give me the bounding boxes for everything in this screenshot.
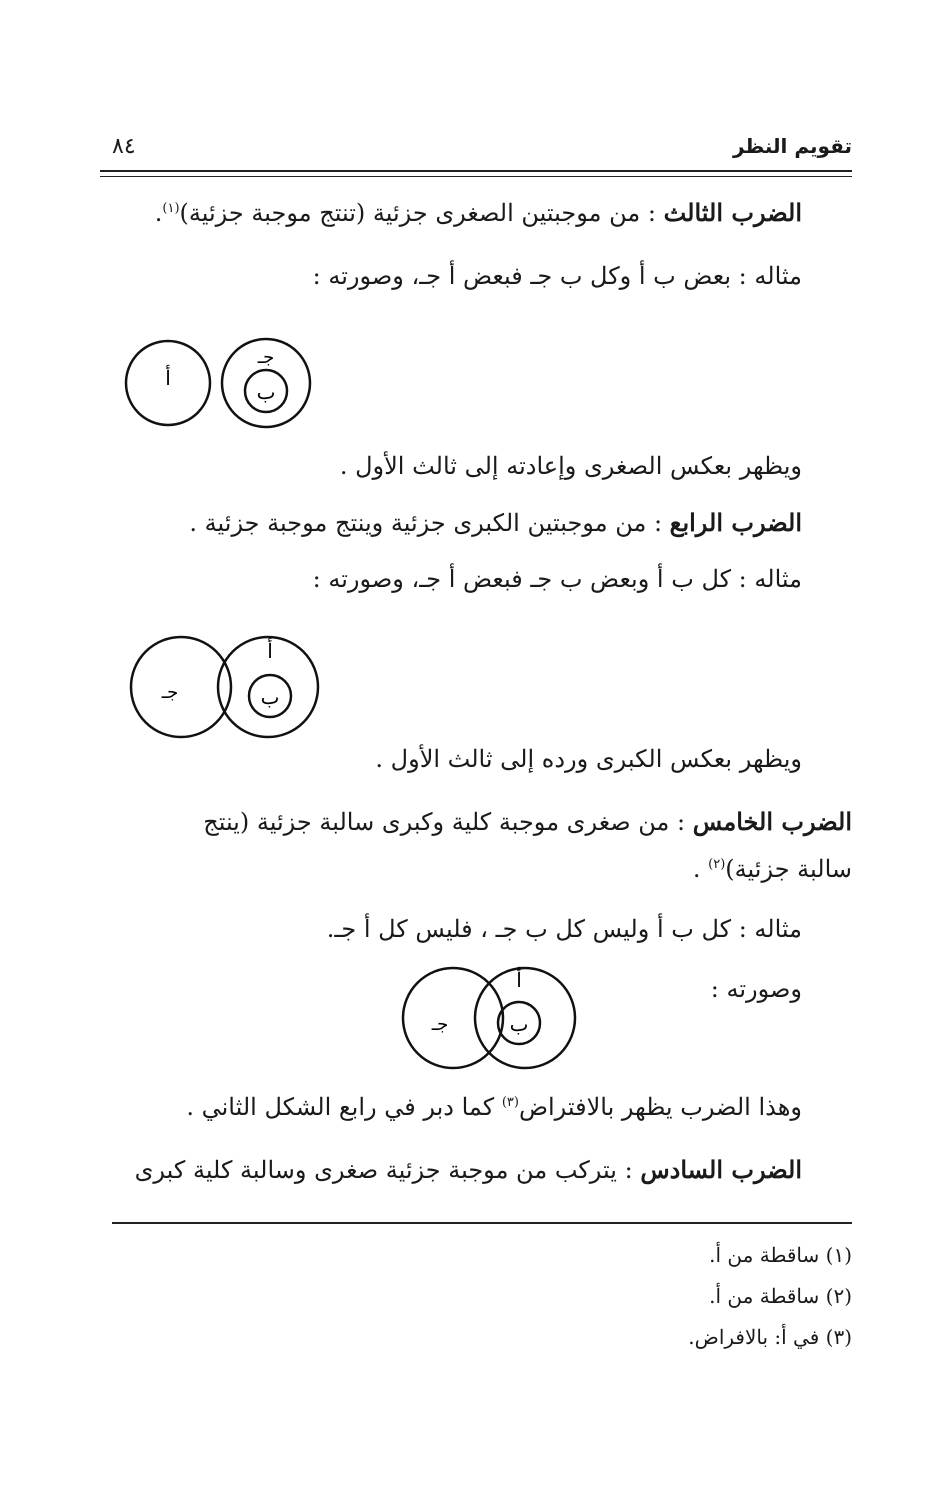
heading-fourth-mood: الضرب الرابع <box>669 508 802 537</box>
heading-sixth-mood: الضرب السادس <box>640 1155 802 1184</box>
third-mood-text: : من موجبتين الصغرى جزئية (تنتج موجبة جزئية) <box>179 199 656 227</box>
paragraph-third-mood <box>155 198 802 227</box>
footnote-3: (٣) في أ: بالافراض. <box>688 1325 852 1349</box>
period: . <box>154 199 163 227</box>
heading-fifth-mood: الضرب الخامس <box>692 807 852 836</box>
hypothesis-text: وهذا الضرب يظهر بالافتراض <box>518 1093 802 1121</box>
fifth-mood-text-cont: سالبة جزئية) <box>725 855 852 883</box>
paragraph-sixth-mood <box>135 1155 802 1184</box>
fourth-mood-text: : من موجبتين الكبرى جزئية وينتج موجبة جزئية . <box>189 509 663 537</box>
label-j: جـ <box>161 682 179 703</box>
sixth-mood-text: : يتركب من موجبة جزئية صغرى وسالبة كلية كبرى <box>134 1156 633 1184</box>
label-a: أ <box>516 968 522 992</box>
header-rule-thin <box>100 176 852 177</box>
period: . <box>692 855 709 883</box>
label-b: ب <box>260 685 280 709</box>
label-j: جـ <box>431 1014 449 1035</box>
label-a: أ <box>267 639 273 663</box>
example-fourth-mood: مثاله : كل ب أ وبعض ب جـ فبعض أ جـ، وصورته : <box>312 565 802 593</box>
figure-1-circles <box>120 335 320 435</box>
paragraph-hypothesis <box>186 1093 802 1121</box>
label-j: جـ <box>257 347 275 368</box>
figure-2-circles <box>125 630 335 740</box>
example-fifth-mood: مثاله : كل ب أ وليس كل ب جـ ، فليس كل أ جـ. <box>326 915 802 943</box>
heading-third-mood: الضرب الثالث <box>663 198 802 227</box>
paragraph-fifth-mood <box>203 807 852 836</box>
figure-3-circles <box>395 960 585 1072</box>
label-b: ب <box>256 380 276 404</box>
circle-j <box>131 637 231 737</box>
label-b: ب <box>509 1012 529 1036</box>
footnote-ref-2[interactable]: (٢) <box>708 857 726 872</box>
label-a: أ <box>165 366 171 390</box>
header-rule <box>100 170 852 172</box>
paragraph-fourth-mood <box>189 508 802 537</box>
running-header <box>100 128 852 168</box>
footnote-1: (١) ساقطة من أ. <box>709 1243 852 1267</box>
paragraph-fifth-mood-cont <box>693 855 852 883</box>
example-third-mood: مثاله : بعض ب أ وكل ب جـ فبعض أ جـ، وصورته : <box>312 262 802 290</box>
fifth-mood-text: : من صغرى موجبة كلية وكبرى سالبة جزئية (ينتج <box>203 808 686 836</box>
footnote-ref-1[interactable]: (١) <box>162 201 180 216</box>
footnote-2: (٢) ساقطة من أ. <box>709 1284 852 1308</box>
paragraph-reduction-2: ويظهر بعكس الكبرى ورده إلى ثالث الأول . <box>375 745 802 773</box>
page-number: ٨٤ <box>112 134 136 159</box>
figure-caption-3: وصورته : <box>710 975 802 1003</box>
footnote-ref-3[interactable]: (٣) <box>501 1095 519 1110</box>
footnote-rule <box>112 1222 852 1224</box>
paragraph-reduction-1: ويظهر بعكس الصغرى وإعادته إلى ثالث الأول . <box>339 452 802 480</box>
hypothesis-text-cont: كما دبر في رابع الشكل الثاني . <box>186 1093 502 1121</box>
header-title: تقويم النظر <box>732 134 852 158</box>
